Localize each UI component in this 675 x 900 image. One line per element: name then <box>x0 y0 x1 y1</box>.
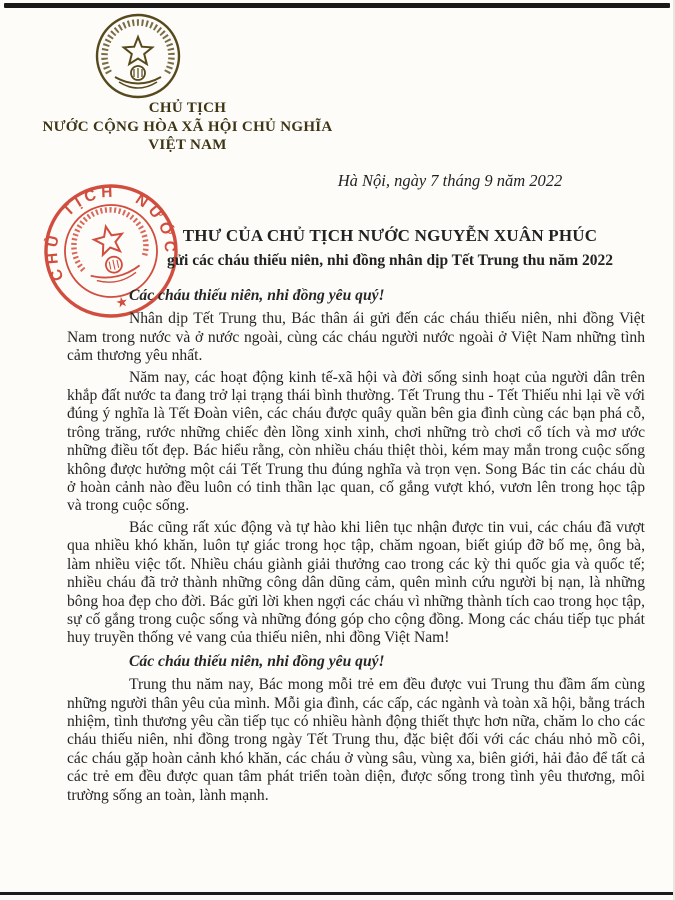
issuer-nation: VIỆT NAM <box>148 137 227 153</box>
paragraph-3: Bác cũng rất xúc động và tự hào khi liên tục nhận được tin vui, các cháu đã vượt qua nhiều khó khăn, luôn tự giác trong học tập, chăm ngoan, biết giúp đỡ bố mẹ, ông bà, làm nhiều việc tốt. Nhiều cháu giành giải thưởng cao trong các kỳ thi quốc gia và quốc tế; nhiều cháu đã trở thành những công dân dũng cảm, quên mình cứu người bị nạn, là những bông hoa đẹp cho đời. Bác gửi lời khen ngợi các cháu vì những thành tích cao trong học tập, sự cố gắng trong cuộc sống và những đóng góp cho cộng đồng. Mong các cháu tiếp tục phát huy truyền thống vẻ vang của thiếu niên, nhi đồng Việt Nam! <box>67 518 645 647</box>
letter-title: THƯ CỦA CHỦ TỊCH NƯỚC NGUYỄN XUÂN PHÚC <box>182 226 598 245</box>
letter-body <box>67 282 645 808</box>
letter-subtitle: gửi các cháu thiếu niên, nhi đồng nhân dịp Tết Trung thu năm 2022 <box>166 252 613 269</box>
salutation-1: Các cháu thiếu niên, nhi đồng yêu quý! <box>129 287 385 304</box>
scan-bottom-edge <box>0 892 673 895</box>
salutation-2: Các cháu thiếu niên, nhi đồng yêu quý! <box>129 652 385 670</box>
scan-top-edge <box>4 3 670 8</box>
issuer-title: CHỦ TỊCH <box>148 100 227 116</box>
dateline: Hà Nội, ngày 7 tháng 9 năm 2022 <box>337 171 563 190</box>
paragraph-4: Trung thu năm nay, Bác mong mỗi trẻ em đều được vui Trung thu đầm ấm cùng những người thân yêu của mình. Mỗi gia đình, các cấp, các ngành và toàn xã hội, bằng trách nhiệm, tình thương yêu cần tiếp tục có nhiều hành động thiết thực hơn nữa, chăm lo cho các cháu thiếu niên, nhi đồng trong ngày Tết Trung thu, đặc biệt đối với các cháu nhỏ mồ côi, các cháu gặp hoàn cảnh khó khăn, các cháu ở vùng sâu, vùng xa, biên giới, hải đảo để tất cả các trẻ em đều được quan tâm phát triển toàn diện, được sống trong tình yêu thương, môi trường sống an toàn, lành mạnh. <box>67 676 645 804</box>
paragraph-1: Nhân dịp Tết Trung thu, Bác thân ái gửi đến các cháu thiếu niên, nhi đồng Việt Nam trong nước và ở nước ngoài, cùng các cháu người nước ngoài ở Việt Nam những tình cảm thương yêu nhất. <box>67 310 645 365</box>
seal-star-icon: ★ <box>114 292 130 311</box>
letter-heading <box>120 226 660 270</box>
vietnam-national-emblem-icon <box>93 11 183 101</box>
letterhead <box>15 99 360 155</box>
seal-ring-text: CHỦ TỊCH NƯỚC <box>43 183 179 284</box>
paragraph-2: Năm nay, các hoạt động kinh tế-xã hội và đời sống sinh hoạt của người dân trên khắp đất nước ta đang trở lại trạng thái bình thường. Tết Trung thu - Tết Thiếu nhi lại về với đúng ý nghĩa là Tết Đoàn viên, các cháu được quây quần bên gia đình cùng các bạn phá cỗ, trông trăng, rước những chiếc đèn lồng xinh xinh, chơi những trò chơi cổ tích và mơ ước những điều tốt đẹp. Bác hiểu rằng, còn nhiều cháu thiệt thòi, kém may mắn trong cuộc sống không được hưởng một cái Tết Trung thu đúng nghĩa và trọn vẹn. Song Bác tin các cháu dù ở hoàn cảnh nào đều luôn có tinh thần lạc quan, cố gắng vượt khó, vươn lên trong học tập và trong cuộc sống. <box>67 368 645 515</box>
issuer-country: NƯỚC CỘNG HÒA XÃ HỘI CHỦ NGHĨA <box>42 118 333 135</box>
